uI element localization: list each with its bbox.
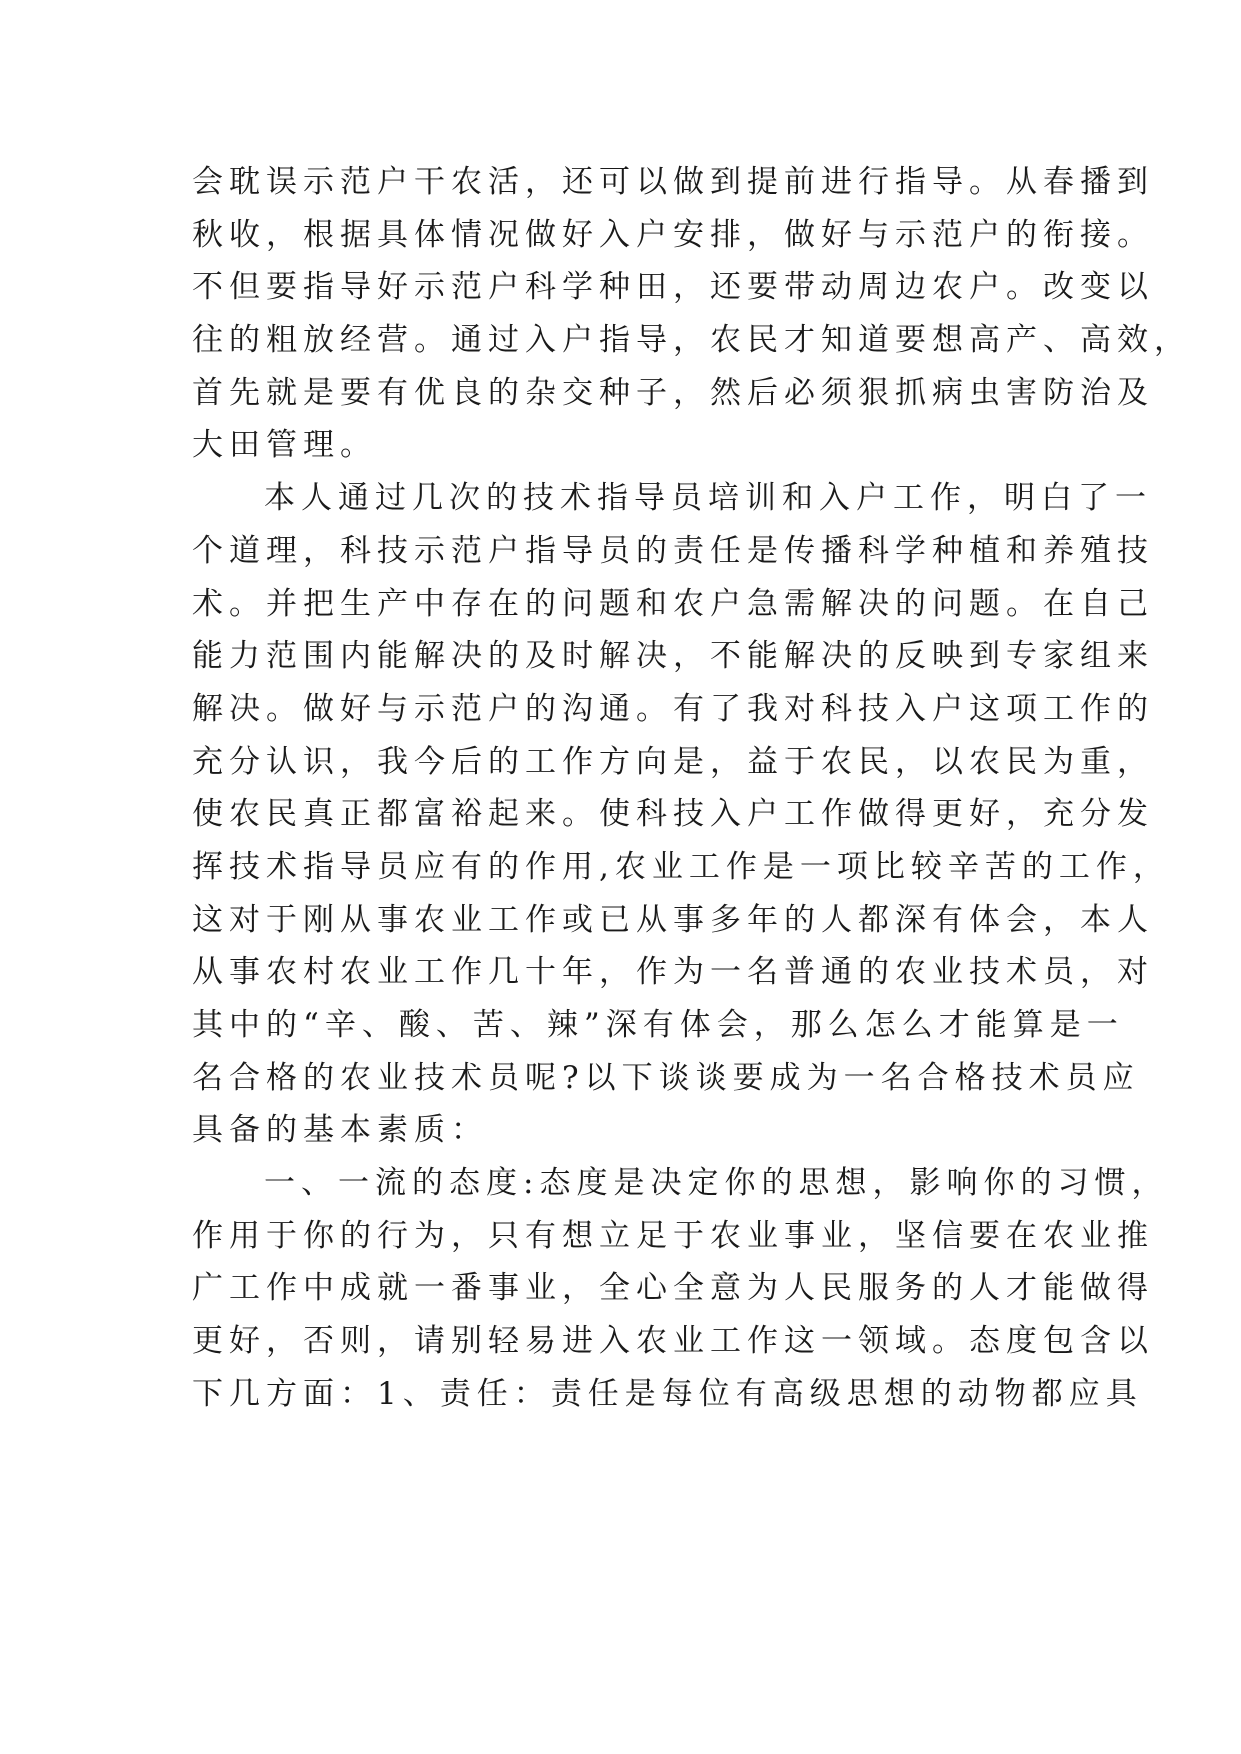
text-line: 更好，否则，请别轻易进入农业工作这一领域。态度包含以: [192, 1323, 1154, 1360]
text-line: 个道理，科技示范户指导员的责任是传播科学种植和养殖技: [192, 532, 1154, 569]
text-line: 广工作中成就一番事业，全心全意为人民服务的人才能做得: [192, 1270, 1154, 1307]
text-line: 作用于你的行为，只有想立足于农业事业，坚信要在农业推: [192, 1217, 1154, 1254]
text-line: 名合格的农业技术员呢?以下谈谈要成为一名合格技术员应: [192, 1059, 1140, 1096]
text-line: 秋收，根据具体情况做好入户安排，做好与示范户的衔接。: [192, 216, 1154, 253]
text-line: 大田管理。: [192, 427, 377, 464]
text-line: 这对于刚从事农业工作或已从事多年的人都深有体会，本人: [192, 901, 1154, 938]
text-line: 下几方面：1、责任：责任是每位有高级思想的动物都应具: [192, 1375, 1143, 1412]
text-line: 能力范围内能解决的及时解决，不能解决的反映到专家组来: [192, 638, 1154, 675]
text-line: 解决。做好与示范户的沟通。有了我对科技入户这项工作的: [192, 690, 1154, 727]
text-line: 挥技术指导员应有的作用,农业工作是一项比较辛苦的工作，: [192, 848, 1170, 885]
text-line: 具备的基本素质：: [192, 1112, 488, 1149]
text-line: 其中的“辛、酸、苦、辣”深有体会，那么怎么才能算是一: [192, 1007, 1124, 1043]
text-line: 从事农村农业工作几十年，作为一名普通的农业技术员，对: [192, 954, 1154, 991]
paragraph-first-line: 一、一流的态度:态度是决定你的思想，影响你的习惯，: [264, 1165, 1169, 1202]
text-line: 往的粗放经营。通过入户指导，农民才知道要想高产、高效，: [192, 322, 1191, 359]
text-line: 首先就是要有优良的杂交种子，然后必须狠抓病虫害防治及: [192, 374, 1154, 411]
text-line: 术。并把生产中存在的问题和农户急需解决的问题。在自己: [192, 585, 1154, 622]
paragraph-first-line: 本人通过几次的技术指导员培训和入户工作，明白了一: [264, 480, 1152, 517]
text-line: 会耽误示范户干农活，还可以做到提前进行指导。从春播到: [192, 164, 1154, 200]
body-text: [192, 156, 1191, 1421]
text-line: 充分认识，我今后的工作方向是，益于农民，以农民为重，: [192, 743, 1154, 780]
text-line: 使农民真正都富裕起来。使科技入户工作做得更好，充分发: [192, 796, 1154, 833]
text-line: 不但要指导好示范户科学种田，还要带动周边农户。改变以: [192, 269, 1154, 306]
